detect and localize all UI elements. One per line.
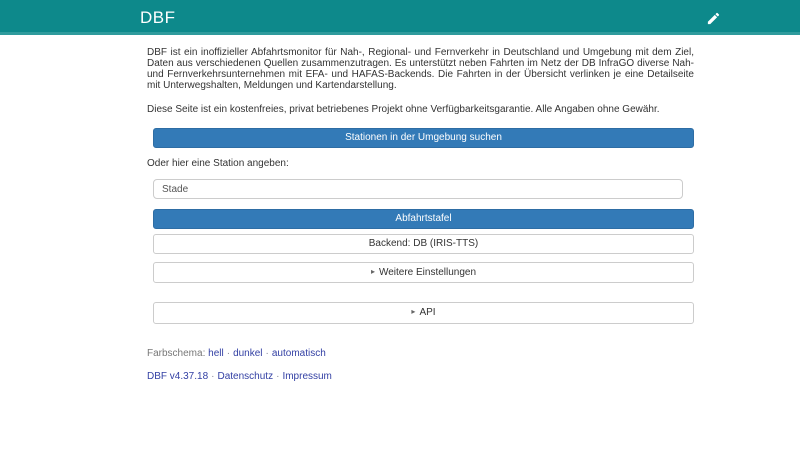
- separator-dot: ·: [211, 371, 215, 382]
- chevron-right-icon: ▸: [370, 267, 375, 276]
- imprint-link[interactable]: Impressum: [282, 371, 332, 382]
- station-input[interactable]: [153, 179, 683, 199]
- separator-dot: ·: [226, 348, 231, 359]
- station-input-label: Oder hier eine Station angeben:: [147, 158, 289, 169]
- app-header: [0, 0, 800, 35]
- intro-paragraph: DBF ist ein inoffizieller Abfahrtsmonitor für Nah-, Regional- und Fernverkehr in Deutschland und Umgebung mit dem Ziel, Daten aus verschiedenen Quellen zusammenzutragen. Es unterstützt neben Fahrten im Netz der DB InfraGO diverse Nah- und Fernverkehrsunternehmen mit EFA- und HAFAS-Backends. Die Fahrten in der Übersicht verlinken je eine Detailseite mit Unterwegshalten, Meldungen und Kartendarstellung.: [147, 47, 694, 91]
- pencil-icon: [706, 11, 726, 26]
- nearby-stations-button[interactable]: Stationen in der Umgebung suchen: [153, 128, 694, 148]
- colorscheme-light-link[interactable]: hell: [208, 348, 224, 359]
- app-title[interactable]: DBF: [140, 8, 176, 27]
- api-toggle[interactable]: [153, 302, 694, 324]
- station-form: [153, 128, 694, 148]
- separator-dot: ·: [276, 371, 280, 382]
- colorscheme-label: Farbschema:: [147, 348, 206, 359]
- chevron-right-icon: ▸: [411, 307, 416, 316]
- separator-dot: ·: [265, 348, 269, 359]
- version-row: [147, 371, 694, 382]
- more-settings-label: Weitere Einstellungen: [378, 267, 477, 278]
- main-content: [147, 38, 694, 382]
- privacy-link[interactable]: Datenschutz: [217, 371, 274, 382]
- api-label: API: [419, 307, 436, 318]
- more-settings-toggle[interactable]: [153, 262, 694, 283]
- edit-button[interactable]: [706, 9, 726, 27]
- colorscheme-auto-link[interactable]: automatisch: [271, 348, 326, 359]
- disclaimer-paragraph: Diese Seite ist ein kostenfreies, privat betriebenes Projekt ohne Verfügbarkeitsgarantie. Alle Angaben ohne Gewähr.: [147, 104, 660, 115]
- version-text: v4.37.18: [169, 371, 209, 382]
- colorscheme-dark-link[interactable]: dunkel: [233, 348, 263, 359]
- colorscheme-row: [147, 348, 694, 359]
- backend-select-button[interactable]: Backend: DB (IRIS-TTS): [153, 234, 694, 254]
- app-home-link[interactable]: DBF: [147, 371, 167, 382]
- departure-board-button[interactable]: Abfahrtstafel: [153, 209, 694, 229]
- action-buttons: [153, 209, 694, 324]
